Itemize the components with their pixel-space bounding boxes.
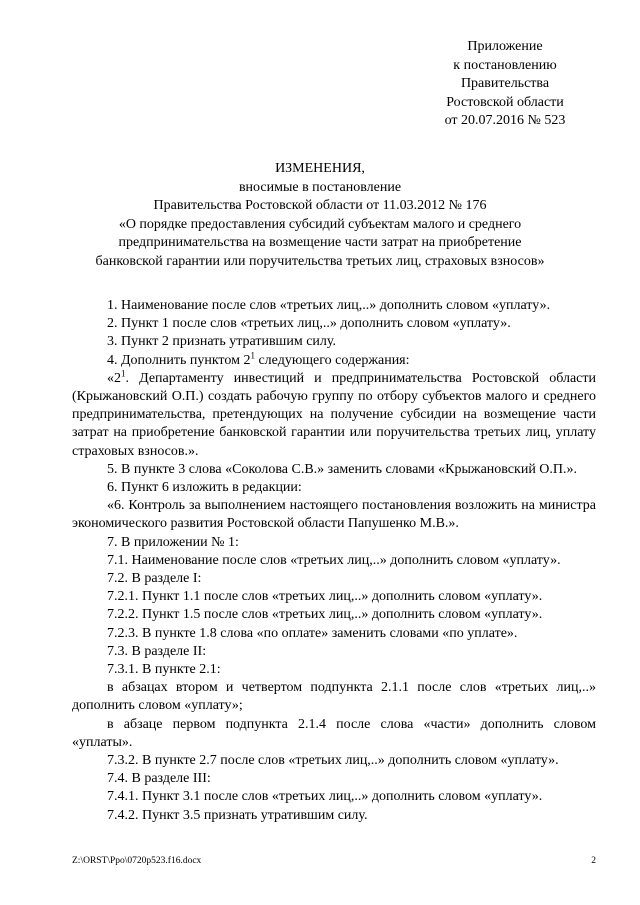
paragraph: 3. Пункт 2 признать утратившим силу. xyxy=(107,334,336,350)
superscript: 1 xyxy=(121,368,126,379)
paragraph: 7.3.1. В пункте 2.1: xyxy=(107,662,221,678)
appendix-line: Ростовской области xyxy=(446,94,564,110)
heading-line: «О порядке предоставления субсидий субъектам малого и среднего xyxy=(118,216,522,232)
paragraph: 7.2.1. Пункт 1.1 после слов «третьих лиц,..» дополнить словом «уплату». xyxy=(107,589,543,605)
paragraph: 7.4. В разделе III: xyxy=(107,771,211,787)
paragraph: 7.2.2. Пункт 1.5 после слов «третьих лиц,..» дополнить словом «уплату». xyxy=(107,607,543,623)
paragraph xyxy=(72,349,596,370)
paragraph-text: 4. Дополнить пунктом 2 xyxy=(107,352,251,368)
appendix-line: от 20.07.2016 № 523 xyxy=(444,113,566,128)
heading-line: Правительства Ростовской области от 11.03.2012 № 176 xyxy=(153,198,487,213)
appendix-block xyxy=(420,38,590,131)
paragraph: 7.4.2. Пункт 3.5 признать утратившим силу. xyxy=(107,807,368,823)
appendix-line: к постановлению xyxy=(453,57,557,73)
paragraph: в абзацах втором и четвертом подпункта 2.1.1 после слов «третьих лиц,..» дополнить словом «уплату»; xyxy=(72,680,596,714)
paragraph: 1. Наименование после слов «третьих лиц,..» дополнить словом «уплату». xyxy=(107,298,551,313)
document-heading xyxy=(40,160,600,271)
paragraph: 7.1. Наименование после слов «третьих лиц,..» дополнить словом «уплату». xyxy=(107,552,561,568)
paragraph: 6. Пункт 6 изложить в редакции: xyxy=(107,480,302,496)
paragraph-text: . Департаменту инвестиций и предпринимательства Ростовской области (Крыжановский О.П.) создать рабочую группу по отбору субъектов малого и среднего предпринимательства, претендующих на получение субсидии на возмещение части затрат на приобретение банковской гарантии или поручительства третьих лиц, уплату страховых взносов.». xyxy=(72,370,596,459)
file-path: Z:\ORST\Ppo\0720p523.f16.docx xyxy=(72,856,202,866)
heading-line: предпринимательства на возмещение части затрат на приобретение xyxy=(118,235,522,250)
heading-line: вносимые в постановление xyxy=(238,179,402,195)
paragraph: «6. Контроль за выполнением настоящего постановления возложить на министра экономического развития Ростовской области Папушенко М.В.». xyxy=(72,498,596,532)
paragraph: 7.2.3. В пункте 1.8 слова «по оплате» заменить словами «по уплате». xyxy=(107,625,518,641)
document-body xyxy=(72,297,596,825)
appendix-line: Правительства xyxy=(460,76,550,91)
appendix-line: Приложение xyxy=(467,39,543,54)
paragraph: в абзаце первом подпункта 2.1.4 после слова «части» дополнить словом «уплаты». xyxy=(72,716,596,750)
paragraph-text: следующего содержания: xyxy=(254,352,410,368)
paragraph: 2. Пункт 1 после слов «третьих лиц,..» дополнить словом «уплату». xyxy=(107,316,511,332)
paragraph-text: «2 xyxy=(107,370,121,386)
paragraph: 7.3. В разделе II: xyxy=(107,643,207,659)
paragraph: 7.4.1. Пункт 3.1 после слов «третьих лиц,..» дополнить словом «уплату». xyxy=(107,789,543,805)
page-number: 2 xyxy=(591,856,596,866)
paragraph: 7. В приложении № 1: xyxy=(107,534,239,550)
paragraph: 5. В пункте 3 слова «Соколова С.В.» заменить словами «Крыжановский О.П.». xyxy=(107,461,578,477)
paragraph: 7.3.2. В пункте 2.7 после слов «третьих лиц,..» дополнить словом «уплату». xyxy=(107,753,559,769)
superscript: 1 xyxy=(250,349,255,360)
paragraph: 7.2. В разделе I: xyxy=(107,571,202,587)
heading-line: банковской гарантии или поручительства третьих лиц, страховых взносов» xyxy=(95,253,545,269)
heading-title: ИЗМЕНЕНИЯ, xyxy=(275,161,365,176)
paragraph xyxy=(72,370,596,461)
